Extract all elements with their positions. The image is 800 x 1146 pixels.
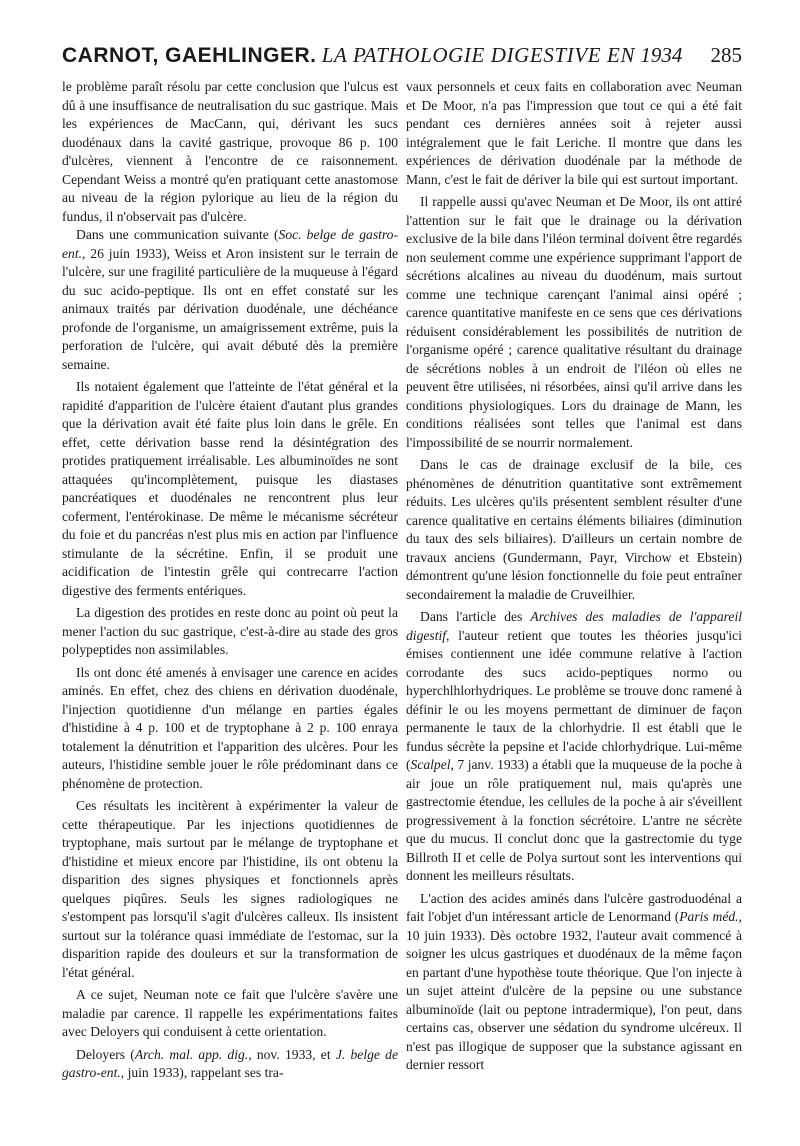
header-year: 1934 [640,43,683,67]
citation: Paris méd. [679,909,739,924]
page-number: 285 [710,43,742,67]
paragraph: Deloyers (Arch. mal. app. dig., nov. 1933, et J. belge de gastro-ent., juin 1933), rappelant ses tra- [62,1046,398,1080]
paragraph: A ce sujet, Neuman note ce fait que l'ulcère s'avère une maladie par carence. Il rappelle les expérimentations faites avec Deloyers qui conduisent à cette orientation. [62,987,398,1039]
citation: Scalpel [410,757,451,772]
paragraph: Dans une communication suivante (Soc. belge de gastro-ent., 26 juin 1933), Weiss et Aron insistent sur le terrain de l'ulcère, sur une fragilité particulière de la muqueuse à l'égard du suc acido-peptique. Ils ont en effet constaté sur les animaux traités par dérivation duodénale, une déchéance profonde de l'organisme, un amaigrissement extrême, puis la perforation de l'ulcère, qui avait débuté dès la première semaine. [62,227,398,372]
running-header [62,40,742,70]
citation: Archives des maladies de l'appareil digestif [406,609,742,643]
paragraph: Dans l'article des Archives des maladies de l'appareil digestif, l'auteur retient que toutes les théories jusqu'ici émises contiennent une idée commune relative à l'action corrodante des sucs acido-peptiques normo ou hyperchlhlorhydriques. Le problème se trouve donc ramené à définir le ou les moyens permettant de diminuer de façon permanente le taux de la chlorhydrie. Il est établi que le fundus sécrète la pepsine et l'acide chlorhydrique. Lui-même (Scalpel, 7 janv. 1933) a établi que la muqueuse de la poche à air joue un rôle pratiquement nul, mais qu'après une gastrectomie étendue, les cellules de la poche à air s'éveillent progressivement à la fonction sécrétoire. L'antre ne sécrète que du mucus. Il conclut donc que la gastrectomie du tyge Billroth II et celle de Polya surtout sont les interventions qui donnent les meilleurs résultats. [406,609,742,883]
header-journal-title: LA PATHOLOGIE DIGESTIVE EN [321,43,636,67]
paragraph: Ils ont donc été amenés à envisager une carence en acides aminés. En effet, chez des chiens en dérivation duodénale, l'injection quotidienne d'un mélange en parties égales d'histidine à 4 p. 100 et de tryptophane à 2 p. 100 enraya totalement la dénutrition et l'apparition des ulcères. Pour les auteurs, l'histidine semble jouer le rôle prédominant dans ce phénomène de protection. [62,664,398,791]
paragraph: le problème paraît résolu par cette conclusion que l'ulcus est dû à une insuffisance de neutralisation du suc gastrique. Mais les expériences de MacCann, qui, dérivant les sucs duodénaux dans la cavité gastrique, provoque 86 p. 100 d'ulcères, viennent à l'encontre de ce raisonnement. Cependant Weiss a montré qu'en pratiquant cette anastomose au niveau de la région pylorique au lieu de la région du fundus, il n'observait pas d'ulcère. [62,79,398,224]
citation: Arch. mal. app. dig. [134,1046,249,1062]
paragraph: Il rappelle aussi qu'avec Neuman et De Moor, ils ont attiré l'attention sur le fait que le drainage ou la dérivation exclusive de la bile dans l'iléon terminal doivent être regardés non seulement comme une expérience supprimant l'apport de sécrétions alcalines au niveau du duodénum, mais surtout comme une technique carençant l'animal ainsi opéré ; carence quantitative manifeste en ce sens que ces dérivations réduisent considérablement les possibilités de nutrition de l'organisme opéré ; carence qualitative résultant du drainage de sécrétions nobles à un endroit de l'iléon où elles ne peuvent être utilisées, ni résorbées, ainsi qu'il arrive dans les conditions physiologiques. Lors du drainage de Mann, les conditions réalisées sont telles que l'animal est dans l'impossibilité de se nourrir normalement. [406,194,742,450]
paragraph: L'action des acides aminés dans l'ulcère gastroduodénal a fait l'objet d'un intéressant article de Lenormand (Paris méd., 10 juin 1933). Dès octobre 1932, l'auteur avait commencé à soigner les ulcus gastriques et duodénaux de la même façon en partant d'une hypothèse toute théorique. Que l'on injecte à un sujet atteint d'ulcère de la pepsine ou une substance albuminoïde (lait ou peptone intradermique), l'on peut, dans certains cas, observer une sédation du syndrome ulcéreux. Il n'est pas illogique de supposer que la substance agissant en dernier ressort [406,890,742,1072]
paragraph: Dans le cas de drainage exclusif de la bile, ces phénomènes de dénutrition quantitative sont extrêmement réduits. Les ulcères qu'ils présentent semblent résulter d'une carence qualitative en certains éléments biliaires (diminution du taux des sels biliaires). D'ailleurs un certain nombre de travaux anciens (Gundermann, Payr, Virchow et Ebstein) démontrent qu'une lésion fonctionnelle du foie peut entraîner secondairement la maladie de Cruveilhier. [406,457,742,602]
paragraph: Ces résultats les incitèrent à expérimenter la valeur de cette thérapeutique. Par les injections quotidiennes de tryptophane, mais surtout par le mélange de tryptophane et d'histidine et mieux encore par l'histidine, ils ont obtenu la disparition des signes physiques et fonctionnels après quelques piqûres. Seuls les signes radiologiques ne s'estompent pas lorsqu'il s'agit d'ulcères calleux. Ils insistent surtout sur la tolérance quasi immédiate de l'estomac, sur la disparition rapide des douleurs et sur la transformation de l'état général. [62,798,398,980]
right-column [406,78,742,1128]
paragraph: Ils notaient également que l'atteinte de l'état général et la rapidité d'apparition de l'ulcère étaient d'autant plus grandes que la dérivation avait été faite plus loin dans le grêle. En effet, cette dérivation basse rend la désintégration des protides pratiquement irréalisable. Les albuminoïdes ne sont attaquées qu'incomplètement, puisque les diastases pancréatiques et duodénales ne rencontrent plus leur coferment, l'entérokinase. De même le mécanisme sécréteur du foie et du pancréas n'est plus mis en action par l'influence stimulante de la sécrétine. Enfin, il se produit une acidification de l'intestin grêle qui contrecarre l'action digestive des ferments entériques. [62,379,398,598]
left-column [62,78,398,1128]
citation: Soc. belge de gastro-ent. [62,227,398,261]
citation: J. belge de gastro-ent. [62,1046,398,1080]
paragraph: La digestion des protides en reste donc au point où peut la mener l'action du suc gastrique, c'est-à-dire au stade des gros polypeptides non assimilables. [62,605,398,657]
paragraph: vaux personnels et ceux faits en collaboration avec Neuman et De Moor, n'a pas l'impression que tout ce qui a été fait pendant ces dernières années soit à rejeter aussi intégralement que le fait Leriche. Il montre que dans les expériences de dérivation duodénale par la méthode de Mann, c'est le fait de dériver la bile qui est surtout important. [406,79,742,187]
header-authors: CARNOT, GAEHLINGER. [62,44,317,67]
